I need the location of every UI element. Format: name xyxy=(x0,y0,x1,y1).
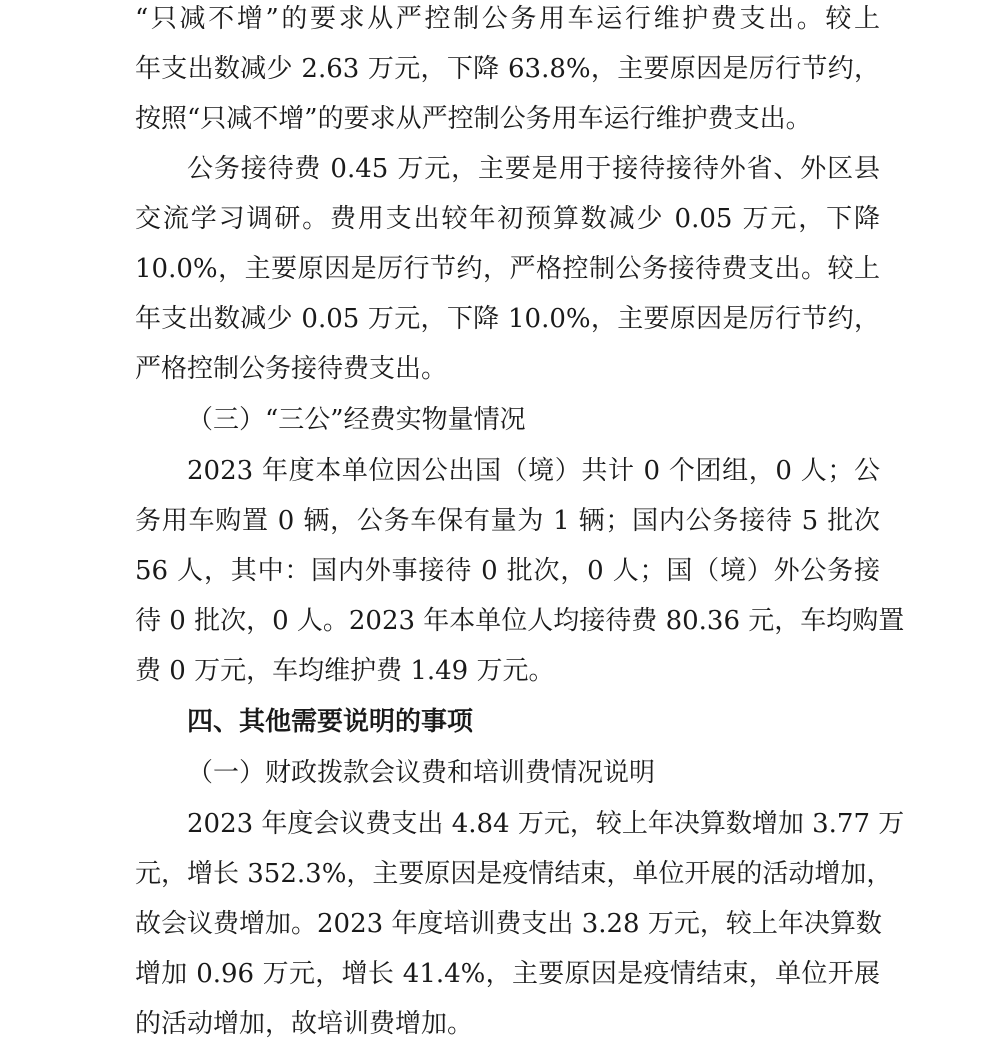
paragraph-line: 年支出数减少 2.63 万元，下降 63.8%，主要原因是厉行节约， xyxy=(135,54,880,84)
section-heading: 四、其他需要说明的事项 xyxy=(187,707,474,737)
paragraph-line: 元，增长 352.3%，主要原因是疫情结束，单位开展的活动增加， xyxy=(135,859,893,889)
paragraph-line: 公务接待费 0.45 万元，主要是用于接待接待外省、外区县 xyxy=(187,154,880,184)
paragraph-line: 严格控制公务接待费支出。 xyxy=(135,354,448,384)
paragraph-line: 交流学习调研。费用支出较年初预算数减少 0.05 万元，下降 xyxy=(135,204,880,234)
paragraph-line: 2023 年度会议费支出 4.84 万元，较上年决算数增加 3.77 万 xyxy=(187,809,905,839)
paragraph-line: 费 0 万元，车均维护费 1.49 万元。 xyxy=(135,656,555,686)
paragraph-line: 2023 年度本单位因公出国（境）共计 0 个团组，0 人；公 xyxy=(187,456,880,486)
paragraph-line: 务用车购置 0 辆，公务车保有量为 1 辆；国内公务接待 5 批次 xyxy=(135,506,880,536)
paragraph-line: 年支出数减少 0.05 万元，下降 10.0%，主要原因是厉行节约， xyxy=(135,304,880,334)
paragraph-line: 的活动增加，故培训费增加。 xyxy=(135,1009,474,1039)
paragraph-line: 按照“只减不增”的要求从严控制公务用车运行维护费支出。 xyxy=(135,104,812,134)
paragraph-line: “只减不增”的要求从严控制公务用车运行维护费支出。较上 xyxy=(135,4,880,34)
paragraph-line: 待 0 批次，0 人。2023 年本单位人均接待费 80.36 元，车均购置 xyxy=(135,606,905,636)
paragraph-line: 56 人，其中：国内外事接待 0 批次，0 人；国（境）外公务接 xyxy=(135,556,880,586)
subsection-heading: （一）财政拨款会议费和培训费情况说明 xyxy=(187,758,656,788)
paragraph-line: 故会议费增加。2023 年度培训费支出 3.28 万元，较上年决算数 xyxy=(135,909,882,939)
section-heading: （三）“三公”经费实物量情况 xyxy=(187,405,526,435)
paragraph-line: 10.0%，主要原因是厉行节约，严格控制公务接待费支出。较上 xyxy=(135,254,880,284)
paragraph-line: 增加 0.96 万元，增长 41.4%，主要原因是疫情结束，单位开展 xyxy=(135,959,880,989)
